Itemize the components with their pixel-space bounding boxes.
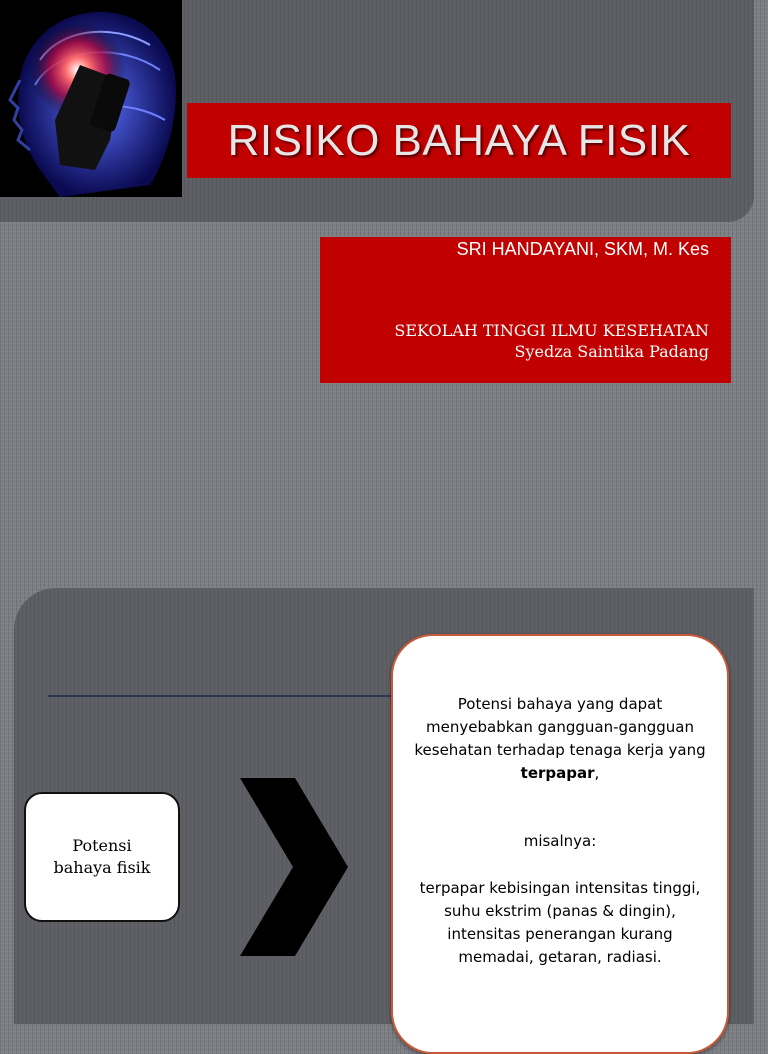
author-name: SRI HANDAYANI, SKM, M. Kes — [456, 239, 709, 259]
description-end: , — [594, 764, 600, 782]
topic-label: Potensi bahaya fisik — [53, 836, 151, 877]
institution-line-2: Syedza Saintika Padang — [514, 342, 709, 361]
topic-box — [24, 792, 180, 922]
brain-image — [0, 0, 182, 197]
page-title: RISIKO BAHAYA FISIK — [227, 115, 691, 165]
example-label: misalnya: — [523, 832, 597, 850]
description-text — [413, 693, 707, 785]
divider-line — [48, 695, 393, 697]
author-box — [320, 237, 731, 383]
description-box — [391, 634, 729, 1054]
institution-line-1: SEKOLAH TINGGI ILMU KESEHATAN — [394, 321, 709, 340]
description-main: Potensi bahaya yang dapat menyebabkan gangguan-gangguan kesehatan terhadap tenaga kerja yang — [414, 695, 706, 759]
title-bar — [187, 103, 731, 178]
institution — [394, 320, 709, 362]
description-bold: terpapar — [520, 764, 595, 782]
examples-text: terpapar kebisingan intensitas tinggi, suhu ekstrim (panas & dingin), intensitas penerangan kurang memadai, getaran, radiasi. — [419, 879, 701, 966]
chevron-icon — [240, 778, 350, 956]
